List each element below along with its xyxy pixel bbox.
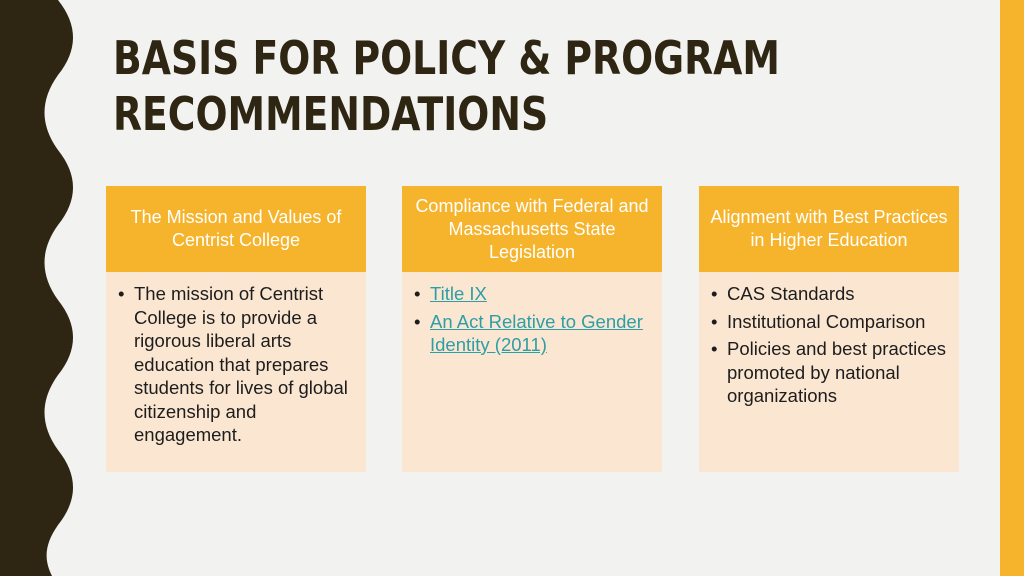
gender-identity-act-link[interactable]: An Act Relative to Gender Identity (2011): [430, 310, 643, 355]
list-item: • The mission of Centrist College is to provide a rigorous liberal arts education that prepares students for lives of global citizenship and engagement.: [116, 282, 354, 447]
list-item: • Policies and best practices promoted by national organizations: [709, 337, 947, 408]
column-compliance: [402, 186, 662, 472]
column-best-practices-body: [699, 272, 959, 472]
right-accent-bar: [1000, 0, 1024, 576]
column-mission: [106, 186, 366, 472]
slide-title-text: BASIS FOR POLICY & PROGRAM RECOMMENDATIONS: [113, 31, 780, 141]
list-item: • CAS Standards: [709, 282, 947, 306]
title-ix-link[interactable]: Title IX: [430, 283, 487, 304]
column-mission-heading: The Mission and Values of Centrist College: [106, 186, 366, 272]
column-compliance-body: [402, 272, 662, 472]
left-wave-decoration: [0, 0, 78, 576]
column-best-practices-heading: Alignment with Best Practices in Higher Education: [699, 186, 959, 272]
slide-title: [113, 30, 785, 142]
list-item: [412, 282, 650, 306]
column-mission-body: [106, 272, 366, 472]
column-compliance-heading: Compliance with Federal and Massachusetts State Legislation: [402, 186, 662, 272]
column-best-practices: [699, 186, 959, 472]
list-item: • Institutional Comparison: [709, 310, 947, 334]
list-item: [412, 310, 650, 357]
